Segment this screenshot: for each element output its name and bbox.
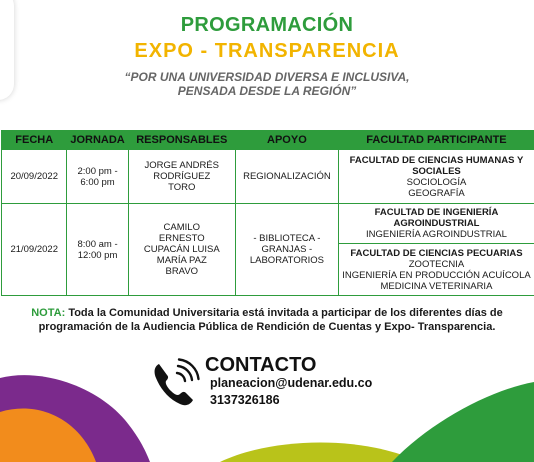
lime-shape [220,442,420,462]
cell-apoyo: REGIONALIZACIÓN [235,150,338,204]
nota-text-1: Toda la Comunidad Universitaria está invitada a participar de los diferentes días de [68,307,503,319]
programa: MEDICINA VETERINARIA [380,280,493,292]
programa: INGENIERÍA EN PRODUCCIÓN ACUÍCOLA [342,269,531,281]
cell-facultad [338,204,534,244]
header-apoyo: APOYO [235,131,338,150]
cell-responsables: CAMILO ERNESTO CUPACÁN LUISA MARÍA PAZ BRAVO [128,204,235,296]
cell-fecha: 20/09/2022 [2,150,67,204]
nota [0,306,534,334]
nota-label: NOTA: [31,307,66,319]
contact-email[interactable]: planeacion@udenar.edu.co [210,376,373,390]
facultad-name: FACULTAD DE CIENCIAS PECUARIAS [350,247,523,259]
green-shape [392,382,534,462]
slogan-line-2: PENSADA DESDE LA REGIÓN” [177,84,357,98]
contact-phone[interactable]: 3137326186 [210,393,280,407]
cell-fecha: 21/09/2022 [2,204,67,296]
table-row [2,204,534,244]
programa: GEOGRAFÍA [408,187,465,199]
page-title: PROGRAMACIÓN [180,14,354,36]
cell-responsables: JORGE ANDRÉS RODRÍGUEZ TORO [128,150,235,204]
schedule-table [1,130,534,296]
facultad-name: FACULTAD DE INGENIERÍA AGROINDUSTRIAL [374,207,499,229]
nota-line-1 [0,306,534,320]
header-facultad: FACULTAD PARTICIPANTE [338,131,534,150]
slogan-line-1: “POR UNA UNIVERSIDAD DIVERSA E INCLUSIVA, [124,70,410,84]
slogan [0,70,534,98]
phone-icon [150,358,200,408]
facultad-name: FACULTAD DE CIENCIAS HUMANAS Y SOCIALES [349,154,524,177]
cell-jornada: 8:00 am - 12:00 pm [67,204,128,296]
header-fecha: FECHA [2,131,67,150]
contact-title: CONTACTO [205,354,317,376]
table-row [2,150,534,204]
cell-facultad [338,150,534,204]
cell-facultad [338,244,534,296]
programa: ZOOTECNIA [408,258,465,270]
header-jornada: JORNADA [67,131,128,150]
programa: SOCIOLOGÍA [406,176,467,188]
page-subtitle: EXPO - TRANSPARENCIA [134,40,400,62]
cell-jornada: 2:00 pm - 6:00 pm [67,150,128,204]
table-header-row [2,131,534,150]
nota-line-2: programación de la Audiencia Pública de Rendición de Cuentas y Expo- Transparencia. [38,321,496,333]
programa: INGENIERÍA AGROINDUSTRIAL [365,229,507,240]
cell-apoyo: - BIBLIOTECA - GRANJAS - LABORATORIOS [235,204,338,296]
header-responsables: RESPONSABLES [128,131,235,150]
